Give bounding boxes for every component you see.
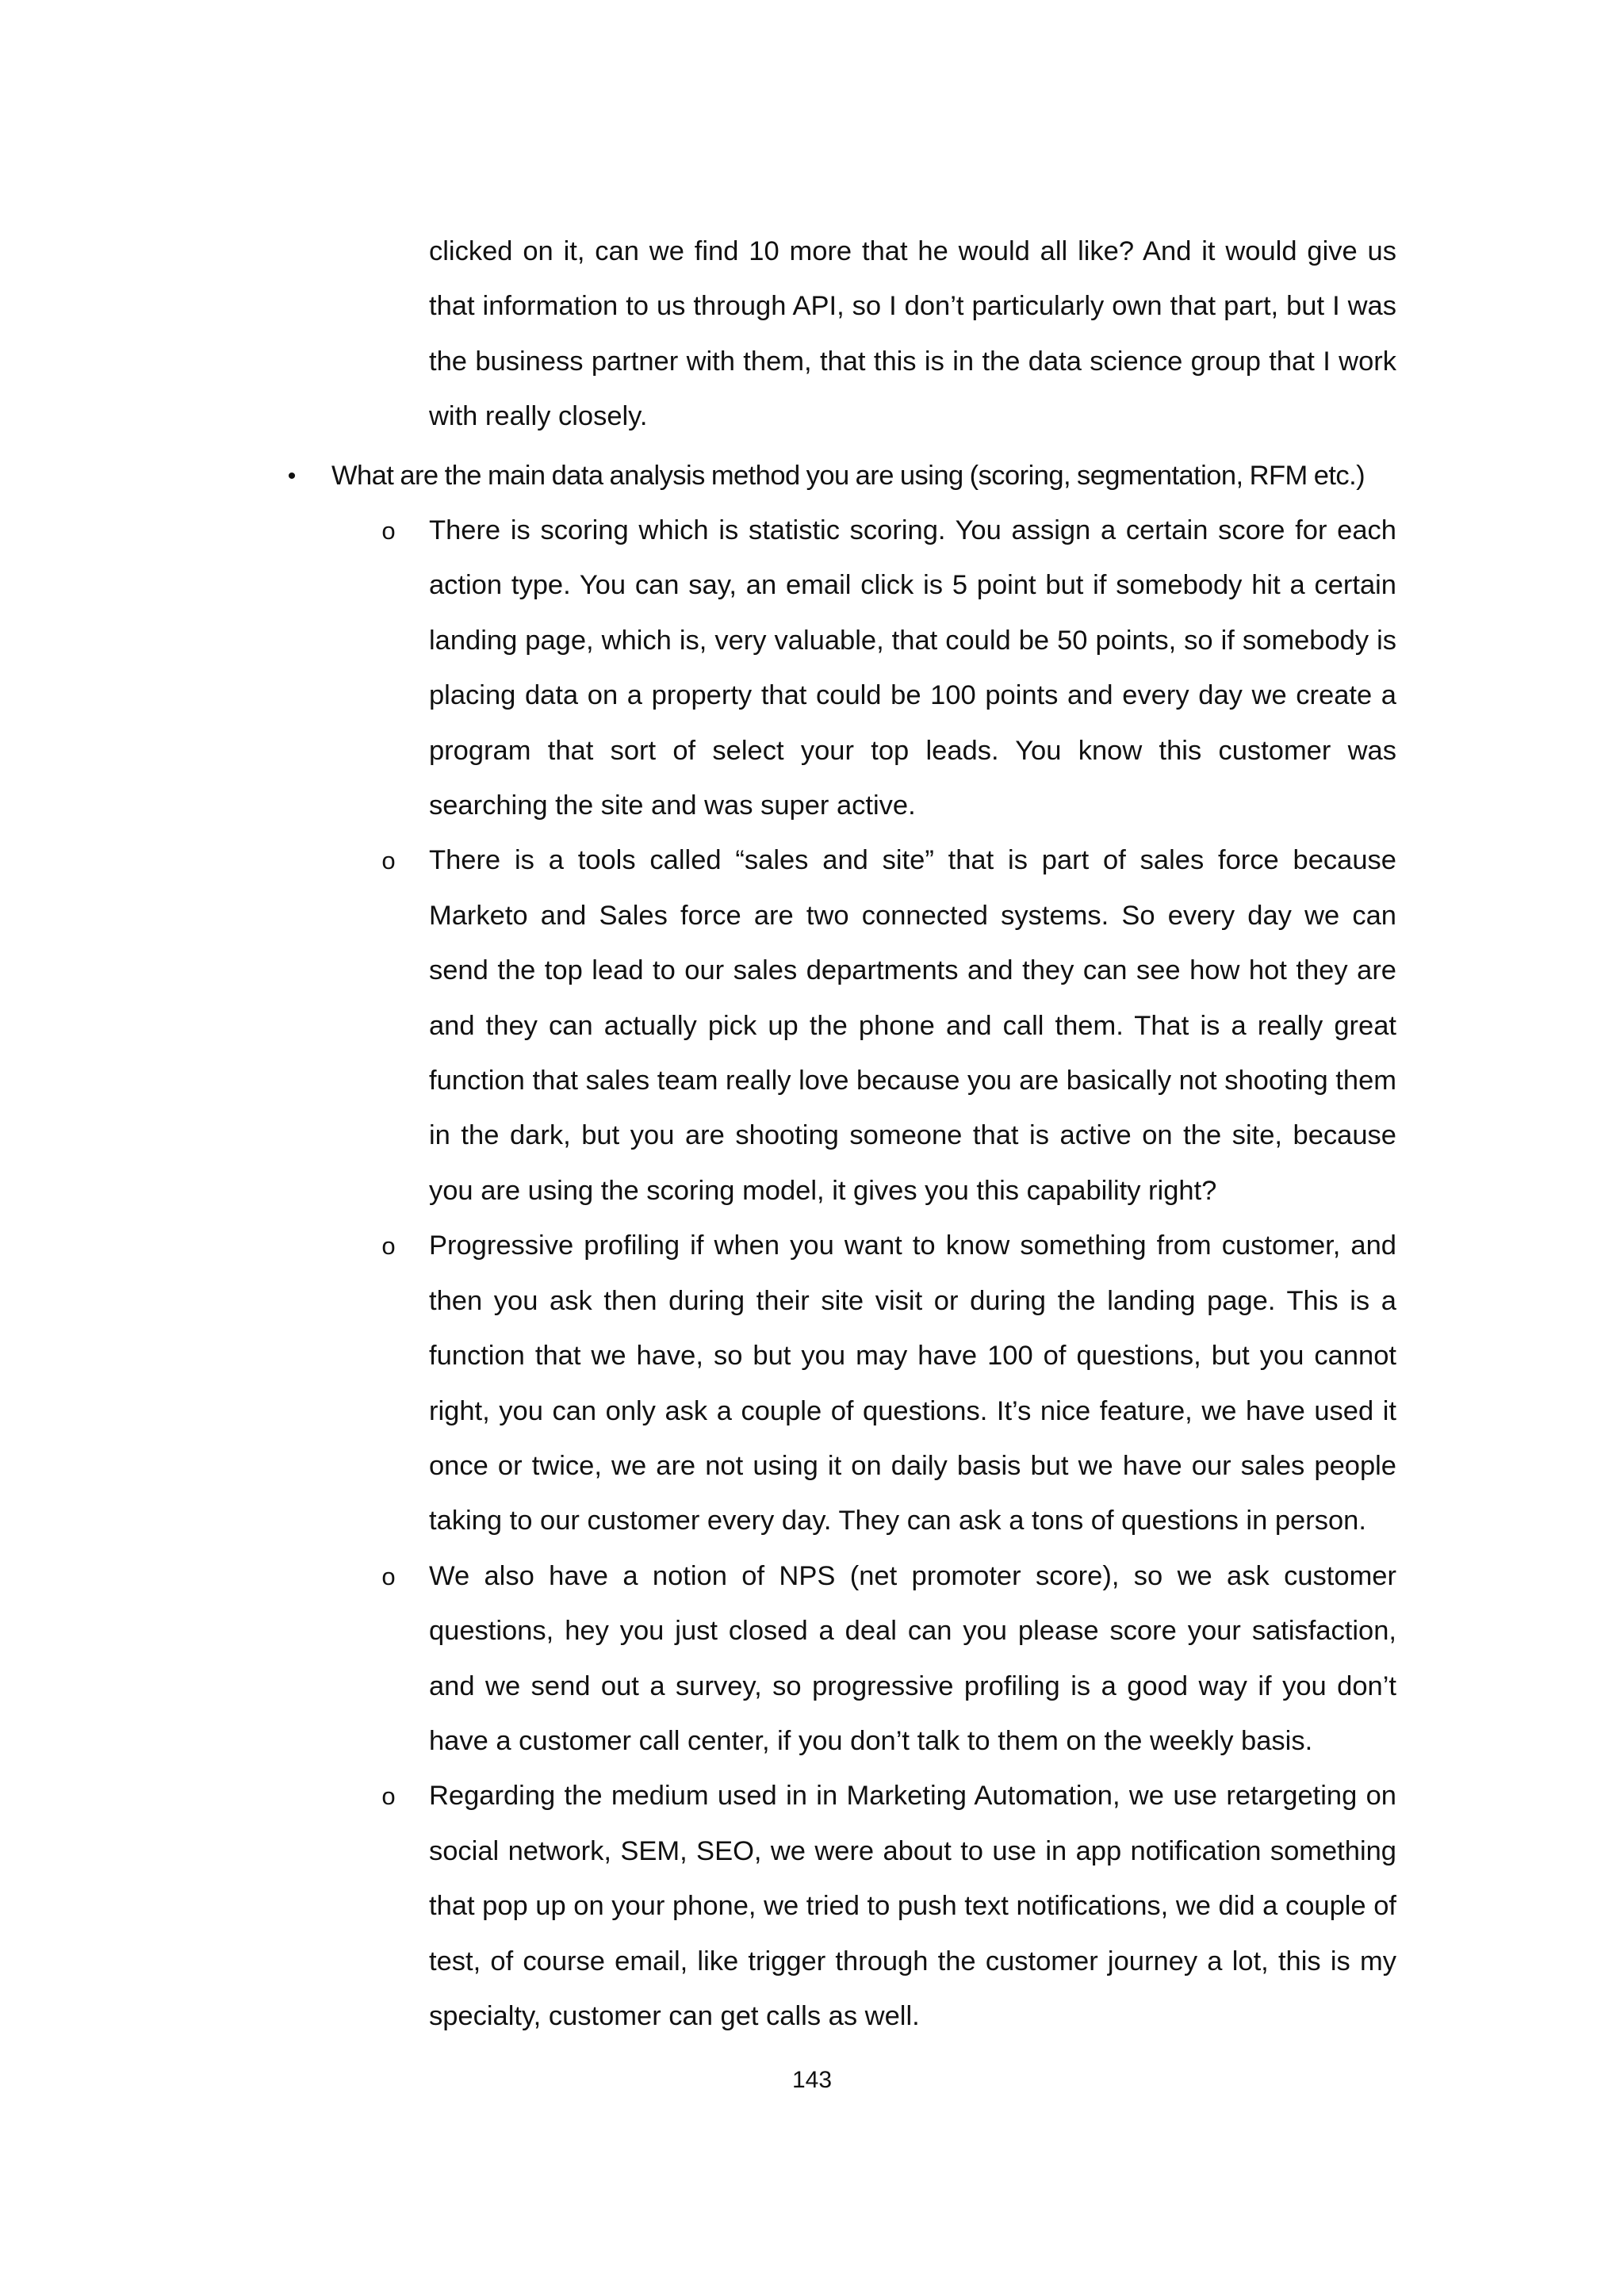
answer-list (379, 503, 1410, 2044)
sub-bullet-marker: o (381, 1232, 396, 1261)
answer-item-scoring (379, 503, 1410, 833)
answer-item-progressive-profiling (379, 1219, 1410, 1548)
answer-item-sales-and-site (379, 833, 1410, 1219)
question-text: What are the main data analysis method you are using (scoring, segmentation, RFM etc.) (331, 461, 1365, 491)
answer-text: Regarding the medium used in in Marketing Automation, we use retargeting on social network, SEM, SEO, we were about to use in app notification something that pop up on your phone, we tried to push text notifications, we did a couple of test, of course email, like trigger through the customer journey a lot, this is my specialty, customer can get calls as well. (429, 1781, 1396, 2031)
answer-text: There is scoring which is statistic scoring. You assign a certain score for each action type. You can say, an email click is 5 point but if somebody hit a certain landing page, which is, very valuable, that could be 50 points, so if somebody is placing data on a property that could be 100 points and every day we create a program that sort of select your top leads. You know this customer was searching the site and was super active. (429, 515, 1396, 821)
continuation-paragraph: clicked on it, can we find 10 more that he would all like? And it would give us that information to us through API, so I don’t particularly own that part, but I was the business partner with them, that this is in the data science group that I work with really closely. (429, 236, 1396, 432)
answer-text: There is a tools called “sales and site” that is part of sales force because Marketo and Sales force are two connected systems. So every day we can send the top lead to our sales departments and they can see how hot they are and they can actually pick up the phone and call them. That is a really great function that sales team really love because you are basically not shooting them in the dark, but you are shooting someone that is active on the site, because you are using the scoring model, it gives you this capability right? (429, 845, 1396, 1206)
answer-text: We also have a notion of NPS (net promoter score), so we ask customer questions, hey you just closed a deal can you please score your satisfaction, and we send out a survey, so progressive profiling is a good way if you don’t have a customer call center, if you don’t talk to them on the weekly basis. (429, 1560, 1396, 1756)
sub-bullet-marker: o (381, 847, 396, 875)
answer-item-medium (379, 1769, 1410, 2044)
bullet-marker: • (287, 463, 297, 489)
sub-bullet-marker: o (381, 1782, 396, 1811)
answer-item-nps (379, 1549, 1410, 1770)
page-number: 143 (791, 2067, 833, 2093)
sub-bullet-marker: o (381, 517, 396, 545)
sub-bullet-marker: o (381, 1562, 396, 1590)
answer-text: Progressive profiling if when you want to know something from customer, and then you ask then during their site visit or during the landing page. This is a function that we have, so but you may have 100 of questions, but you cannot right, you can only ask a couple of questions. It’s nice feature, we have used it once or twice, we are not using it on daily basis but we have our sales people taking to our customer every day. They can ask a tons of questions in person. (429, 1230, 1396, 1536)
